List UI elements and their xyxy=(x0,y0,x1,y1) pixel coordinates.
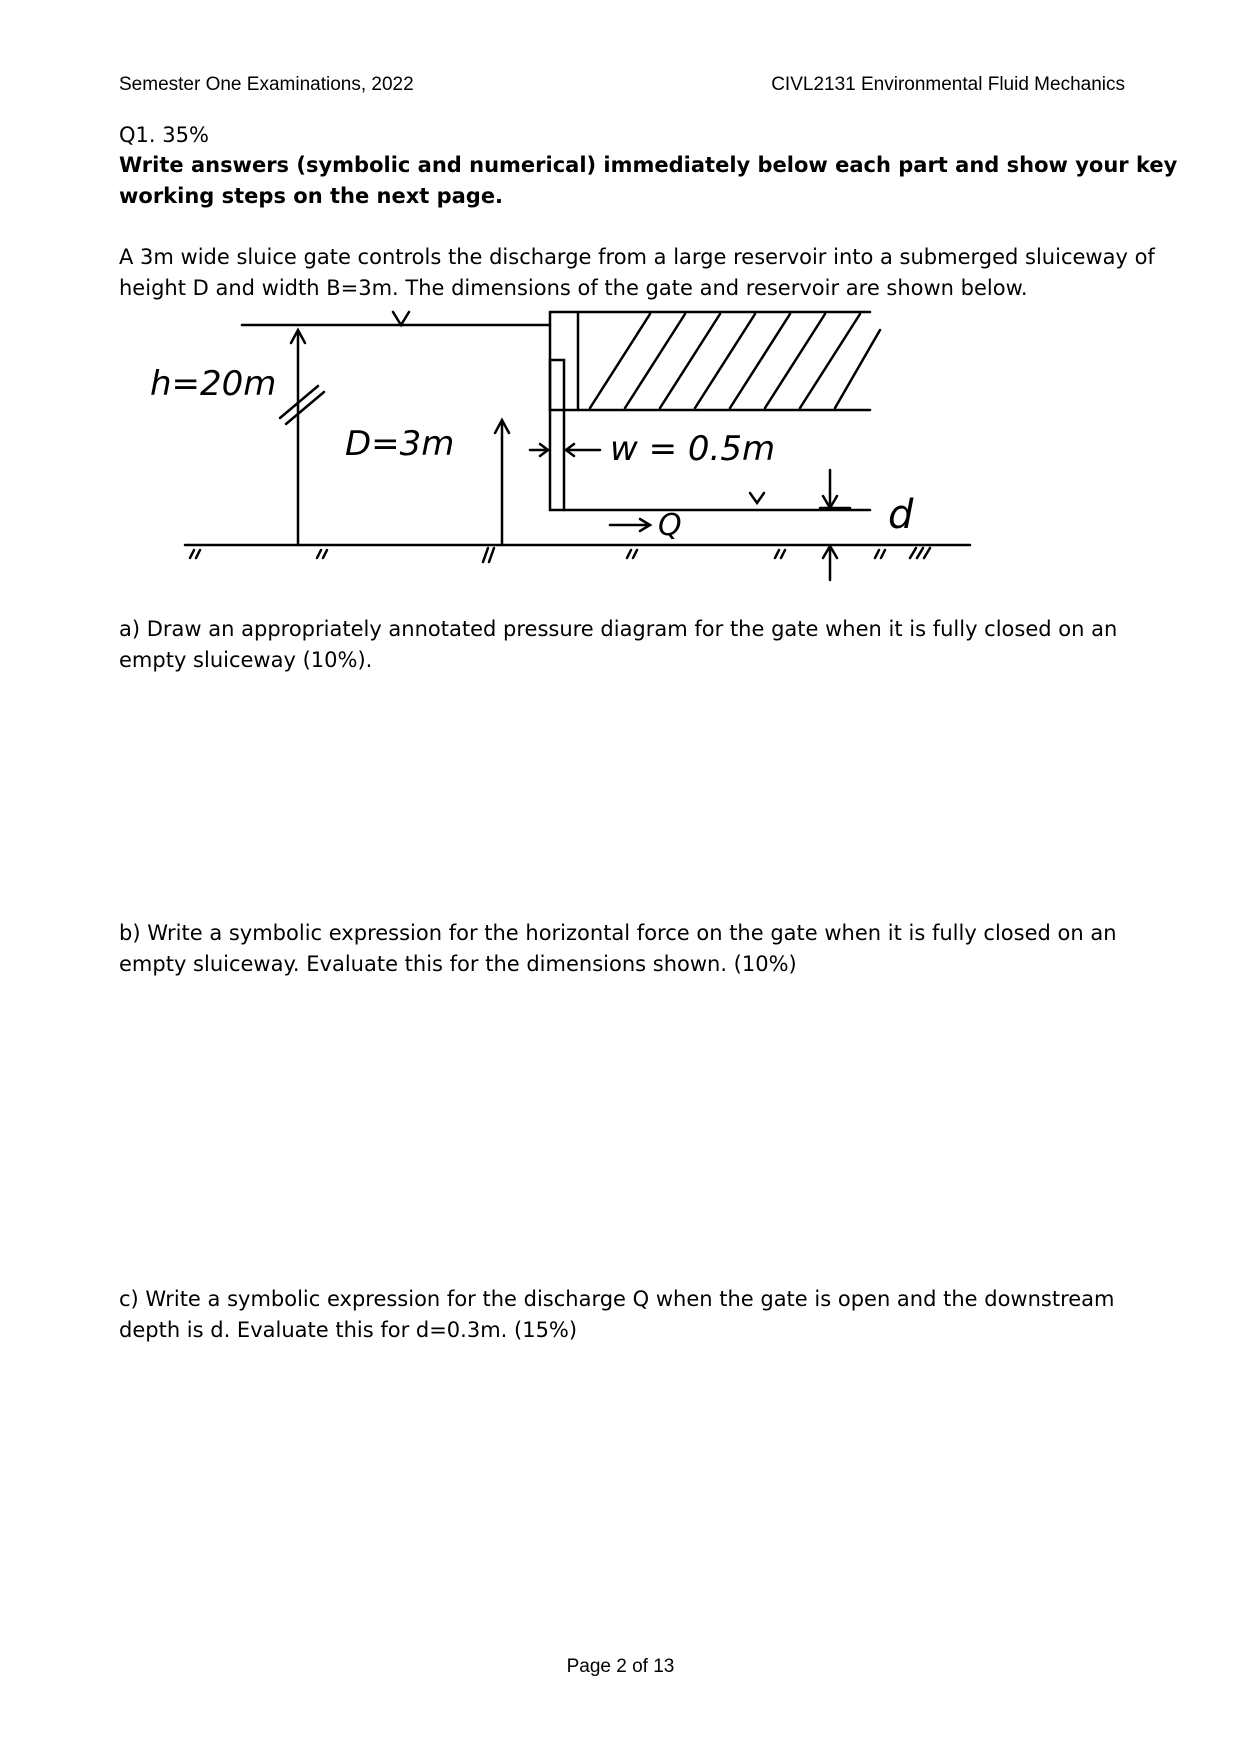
label-d: d xyxy=(888,492,914,538)
bed-hatch xyxy=(317,550,321,558)
page-number: Page 2 of 13 xyxy=(566,1656,675,1677)
part-b xyxy=(119,918,1129,980)
structure-hatch xyxy=(730,314,790,408)
label-D: D=3m xyxy=(345,424,455,464)
bed-hatch xyxy=(190,550,194,558)
header-left: Semester One Examinations, 2022 xyxy=(119,74,414,95)
water-surface-marker xyxy=(393,312,409,325)
structure-hatch xyxy=(800,314,860,408)
bed-hatch xyxy=(775,550,779,558)
header-right: CIVL2131 Environmental Fluid Mechanics xyxy=(771,74,1125,95)
bed-hatch xyxy=(633,550,637,558)
bed-hatch xyxy=(323,550,327,558)
bed-hatch xyxy=(881,550,885,558)
bed-hatch xyxy=(781,550,785,558)
bed-hatch xyxy=(910,548,916,558)
bed-hatch xyxy=(924,548,930,558)
instruction-line: Write answers (symbolic and numerical) immediately below each part and show your key xyxy=(119,153,1178,177)
part-c-line: c) Write a symbolic expression for the discharge Q when the gate is open and the downstream xyxy=(119,1287,1115,1311)
label-w: w = 0.5m xyxy=(610,429,776,469)
question-instruction xyxy=(119,150,1178,212)
bed-hatch xyxy=(196,550,200,558)
intro-line: A 3m wide sluice gate controls the discharge from a large reservoir into a submerged sluiceway of xyxy=(119,245,1155,269)
structure-hatch xyxy=(660,314,720,408)
label-Q: Q xyxy=(658,508,682,543)
bed-hatch xyxy=(489,548,494,562)
bed-hatch xyxy=(627,550,631,558)
intro-line: height D and width B=3m. The dimensions of the gate and reservoir are shown below. xyxy=(119,276,1028,300)
part-b-line: b) Write a symbolic expression for the horizontal force on the gate when it is fully closed on an xyxy=(119,921,1117,945)
structure-hatch xyxy=(695,314,755,408)
part-a-line: a) Draw an appropriately annotated pressure diagram for the gate when it is fully closed on an xyxy=(119,617,1118,641)
sluice-gate-diagram xyxy=(150,300,1010,600)
part-b-line: empty sluiceway. Evaluate this for the dimensions shown. (10%) xyxy=(119,952,797,976)
bed-hatch xyxy=(917,548,923,558)
sluice-gate xyxy=(550,360,564,510)
label-h: h=20m xyxy=(150,364,277,404)
structure-hatch xyxy=(590,314,650,408)
question-intro xyxy=(119,242,1155,304)
structure-hatch xyxy=(625,314,685,408)
bed-hatch xyxy=(483,548,488,562)
downstream-surface-marker xyxy=(750,493,764,503)
part-c xyxy=(119,1284,1129,1346)
question-number: Q1. 35% xyxy=(119,123,209,147)
part-a-line: empty sluiceway (10%). xyxy=(119,648,373,672)
instruction-line: working steps on the next page. xyxy=(119,184,504,208)
part-a xyxy=(119,614,1129,676)
structure-hatch xyxy=(765,314,825,408)
bed-hatch xyxy=(875,550,879,558)
part-c-line: depth is d. Evaluate this for d=0.3m. (15%) xyxy=(119,1318,578,1342)
